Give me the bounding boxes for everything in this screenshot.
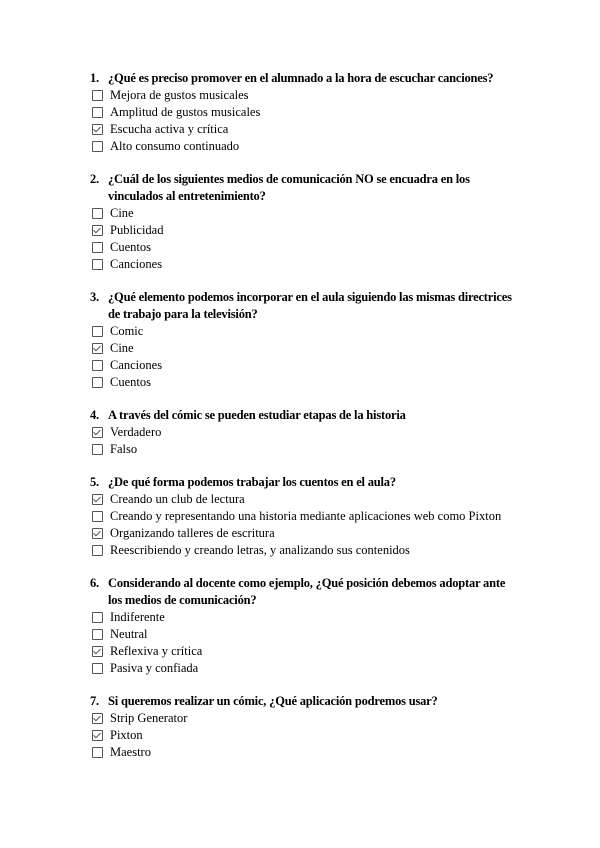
answer-option[interactable] <box>90 239 515 256</box>
option-label: Canciones <box>110 358 163 372</box>
answer-option[interactable] <box>90 138 515 155</box>
checkbox-icon[interactable] <box>92 511 103 522</box>
question-text: ¿Cuál de los siguientes medios de comunicación NO se encuadra en los vinculados al entretenimiento? <box>108 172 470 203</box>
checkbox-icon[interactable] <box>92 663 103 674</box>
question-title <box>90 575 515 609</box>
question-text: ¿De qué forma podemos trabajar los cuentos en el aula? <box>108 475 396 489</box>
answer-option[interactable] <box>90 87 515 104</box>
option-label: Creando un club de lectura <box>110 492 245 506</box>
option-label: Neutral <box>110 627 148 641</box>
question-title <box>90 289 515 323</box>
question-number: 1. <box>90 71 99 85</box>
question-text: A través del cómic se pueden estudiar etapas de la historia <box>108 408 406 422</box>
answer-option[interactable] <box>90 660 515 677</box>
answer-option[interactable] <box>90 374 515 391</box>
answer-option[interactable] <box>90 491 515 508</box>
checkbox-icon[interactable] <box>92 90 103 101</box>
question-block <box>90 693 515 761</box>
checked-checkbox-icon[interactable] <box>92 124 103 135</box>
option-label: Cine <box>110 206 134 220</box>
answer-option[interactable] <box>90 626 515 643</box>
checked-checkbox-icon[interactable] <box>92 730 103 741</box>
question-block <box>90 575 515 677</box>
question-text: Si queremos realizar un cómic, ¿Qué aplicación podremos usar? <box>108 694 438 708</box>
quiz-document <box>90 70 515 777</box>
answer-option[interactable] <box>90 710 515 727</box>
answer-option[interactable] <box>90 222 515 239</box>
checkbox-icon[interactable] <box>92 326 103 337</box>
question-text: ¿Qué elemento podemos incorporar en el aula siguiendo las mismas directrices de trabajo para la televisión? <box>108 290 512 321</box>
answer-option[interactable] <box>90 205 515 222</box>
question-block <box>90 70 515 155</box>
question-text: Considerando al docente como ejemplo, ¿Qué posición debemos adoptar ante los medios de comunicación? <box>108 576 506 607</box>
question-number: 4. <box>90 408 99 422</box>
answer-option[interactable] <box>90 542 515 559</box>
option-label: Organizando talleres de escritura <box>110 526 275 540</box>
option-label: Alto consumo continuado <box>110 139 240 153</box>
option-label: Cine <box>110 341 134 355</box>
checkbox-icon[interactable] <box>92 242 103 253</box>
answer-option[interactable] <box>90 744 515 761</box>
checkbox-icon[interactable] <box>92 629 103 640</box>
checked-checkbox-icon[interactable] <box>92 713 103 724</box>
checkbox-icon[interactable] <box>92 747 103 758</box>
checked-checkbox-icon[interactable] <box>92 646 103 657</box>
question-number: 5. <box>90 475 99 489</box>
option-label: Escucha activa y crítica <box>110 122 229 136</box>
option-label: Pasiva y confiada <box>110 661 199 675</box>
question-title <box>90 693 515 710</box>
option-label: Comic <box>110 324 144 338</box>
answer-option[interactable] <box>90 727 515 744</box>
option-label: Verdadero <box>110 425 162 439</box>
question-block <box>90 171 515 273</box>
question-block <box>90 407 515 458</box>
checkbox-icon[interactable] <box>92 444 103 455</box>
checked-checkbox-icon[interactable] <box>92 528 103 539</box>
question-title <box>90 70 515 87</box>
answer-option[interactable] <box>90 525 515 542</box>
answer-option[interactable] <box>90 104 515 121</box>
question-block <box>90 289 515 391</box>
checkbox-icon[interactable] <box>92 377 103 388</box>
answer-option[interactable] <box>90 609 515 626</box>
option-label: Reescribiendo y creando letras, y analizando sus contenidos <box>110 543 410 557</box>
answer-option[interactable] <box>90 340 515 357</box>
option-label: Maestro <box>110 745 151 759</box>
option-label: Mejora de gustos musicales <box>110 88 249 102</box>
checkbox-icon[interactable] <box>92 141 103 152</box>
question-number: 3. <box>90 290 99 304</box>
answer-option[interactable] <box>90 323 515 340</box>
answer-option[interactable] <box>90 121 515 138</box>
option-label: Creando y representando una historia mediante aplicaciones web como Pixton <box>110 509 502 523</box>
question-title <box>90 474 515 491</box>
option-label: Cuentos <box>110 240 151 254</box>
option-label: Indiferente <box>110 610 165 624</box>
question-text: ¿Qué es preciso promover en el alumnado a la hora de escuchar canciones? <box>108 71 494 85</box>
answer-option[interactable] <box>90 357 515 374</box>
option-label: Amplitud de gustos musicales <box>110 105 261 119</box>
answer-option[interactable] <box>90 441 515 458</box>
answer-option[interactable] <box>90 256 515 273</box>
answer-option[interactable] <box>90 508 515 525</box>
option-label: Pixton <box>110 728 143 742</box>
option-label: Strip Generator <box>110 711 188 725</box>
checked-checkbox-icon[interactable] <box>92 494 103 505</box>
answer-option[interactable] <box>90 643 515 660</box>
option-label: Falso <box>110 442 138 456</box>
option-label: Canciones <box>110 257 163 271</box>
question-number: 7. <box>90 694 99 708</box>
question-block <box>90 474 515 559</box>
option-label: Reflexiva y crítica <box>110 644 203 658</box>
option-label: Publicidad <box>110 223 164 237</box>
checkbox-icon[interactable] <box>92 545 103 556</box>
checkbox-icon[interactable] <box>92 259 103 270</box>
question-title <box>90 171 515 205</box>
question-number: 2. <box>90 172 99 186</box>
checkbox-icon[interactable] <box>92 208 103 219</box>
checkbox-icon[interactable] <box>92 360 103 371</box>
answer-option[interactable] <box>90 424 515 441</box>
option-label: Cuentos <box>110 375 151 389</box>
checked-checkbox-icon[interactable] <box>92 427 103 438</box>
checkbox-icon[interactable] <box>92 612 103 623</box>
question-title <box>90 407 515 424</box>
checkbox-icon[interactable] <box>92 107 103 118</box>
checked-checkbox-icon[interactable] <box>92 225 103 236</box>
question-number: 6. <box>90 576 99 590</box>
checked-checkbox-icon[interactable] <box>92 343 103 354</box>
